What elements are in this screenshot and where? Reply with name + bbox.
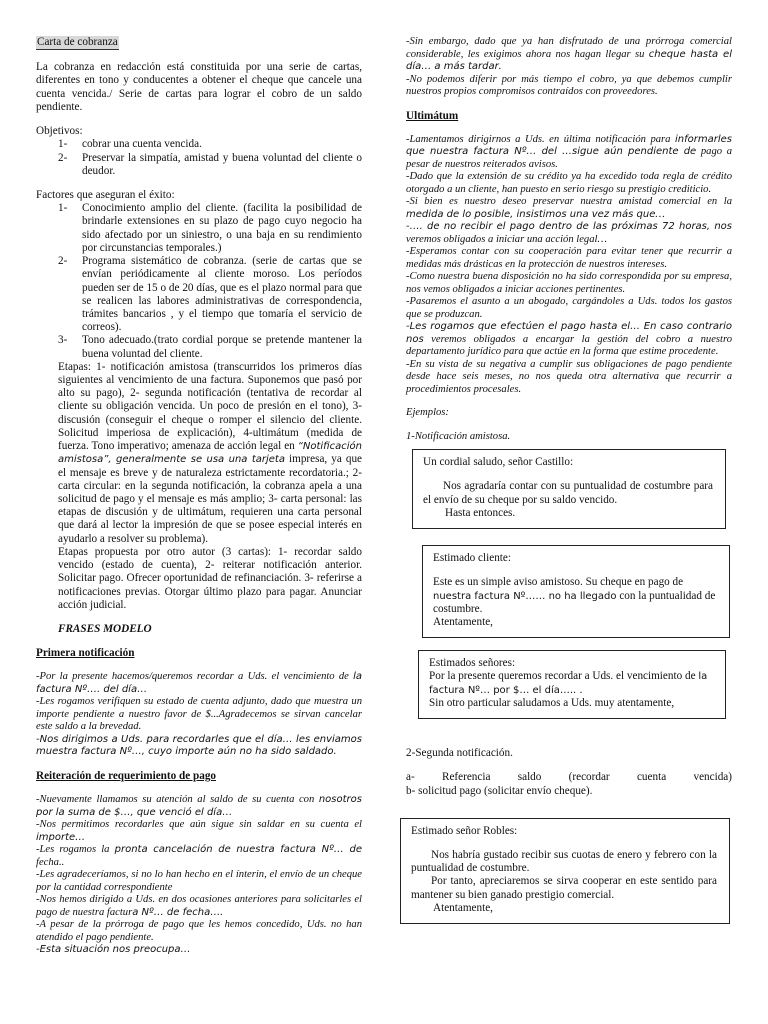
list-item: 1- cobrar una cuenta vencida. — [58, 138, 202, 151]
phrase: -Nos hemos dirigido a Uds. en dos ocasiones anteriores para solicitarles el pago de nuestra factura Nº… de fecha…. — [36, 894, 362, 918]
letter-close: Sin otro particular saludamos a Uds. muy atentamente, — [429, 696, 675, 709]
factores-list — [36, 202, 362, 361]
phrase: -Por la presente hacemos/queremos recordar a Uds. el vencimiento de la factura Nº…. del día… — [36, 671, 362, 695]
referencia-line: a- Referencia saldo (recordar cuenta vencida) — [406, 771, 732, 784]
phrase: -…. de no recibir el pago dentro de las próximas 72 horas, nos veremos obligados a iniciar una acción legal… — [406, 221, 732, 245]
phrase: -Sin embargo, dado que ya han disfrutado de una prórroga comercial considerable, les exigimos ahora nos hagan llegar su cheque hasta el día… a más tardar. — [406, 36, 732, 72]
letter-body: Nos habría gustado recibir sus cuotas de enero y febrero con la puntualidad de costumbre. — [411, 848, 717, 875]
list-item: 2- Preservar la simpatía, amistad y buena voluntad del cliente o deudor. — [58, 151, 362, 177]
phrase: -En su vista de su negativa a cumplir sus obligaciones de pago pendiente desde hace seis meses, no nos queda otra alternativa que recurrir a procedimientos procesales. — [406, 358, 732, 395]
list-item: 1- Conocimiento amplio del cliente. (facilita la posibilidad de brindarle extensiones en su plazo de pago cuyo negocio ha sido afectado por un siniestro, o una baja en su rendimiento por circunstancias temporales.) — [58, 202, 362, 254]
phrase: -Si bien es nuestro deseo preservar nuestra amistad comercial en la medida de lo posible, insistimos una vez más que… — [406, 196, 732, 220]
letter-body: Por tanto, apreciaremos se sirva cooperar en este sentido para mantener su bien ganado prestigio comercial. — [411, 875, 717, 901]
phrase: -No podemos diferir por más tiempo el cobro, ya que debemos cumplir nuestros propios compromisos contraídos con proveedores. — [406, 73, 732, 97]
document-title: Carta de cobranza — [36, 36, 119, 50]
phrase: -A pesar de la prórroga de pago que les hemos concedido, Uds. no han atendido el pago pendiente. — [36, 919, 362, 943]
phrase: -Esperamos contar con su cooperación para evitar tener que recurrir a medidas más drásticas en la protección de nuestros intereses. — [406, 246, 732, 270]
etapas-paragraph: Etapas: 1- notificación amistosa (transcurridos los primeros días siguientes al vencimiento de una factura. Suponemos que pasó por alto su pago), 2- segunda notificación (tentativa de recordar al cliente su obligación vencida. Un poco de presión en el tono), 3-discusión (conseguir el cheque o romper el silencio del cliente. Solicitud imperiosa de explicación), 4-ultimátum (medida de fuerza. Tono imperativo; amenaza de acción legal en “Notificación amistosa”, generalmente se usa una tarjeta impresa, ya que el mensaje es breve y de naturaleza estrictamente recordatoria.; 2-carta circular: en la segunda notificación, la cobranza apela a una solicitud de pago y el mensaje es más amplio; 3- carta personal: las etapas de discusión y de ultimátum, requieren una carta personal que dará al lector la impresión de que se posee especial interés en ayudarlo a resolver su problema). — [58, 360, 363, 545]
letter-body: Nos agradaría contar con su puntualidad de costumbre para el envío de su cheque por su saldo vencido. — [423, 480, 713, 506]
objetivos-list — [36, 138, 362, 178]
ejemplo-1-label: 1-Notificación amistosa. — [406, 430, 511, 442]
etapas-block — [36, 361, 362, 612]
etapas-propuesta: Etapas propuesta por otro autor (3 cartas): 1- recordar saldo vencido (estado de cuenta), 2- reiterar notificación anterior. Solicitar pago. Ofrecer oportunidad de refinanciación. 3- referirse a notificaciones previas. Otorgar último plazo para pagar. Anunciar acción judicial. — [58, 545, 362, 611]
phrase: -Les rogamos verifiquen su estado de cuenta adjunto, dado que muestra un importe pendiente a nuestro favor de $...Agradecemos se sirvan cancelar este saldo a la brevedad. — [36, 696, 362, 733]
phrase: -Nuevamente llamamos su atención al saldo de su cuenta con nosotros por la suma de $…, que venció el día… — [36, 794, 362, 818]
letter-greeting: Estimados señores: — [429, 657, 516, 670]
reiteracion-heading: Reiteración de requerimiento de pago — [36, 769, 217, 782]
phrase: -Como nuestra buena disposición no ha sido correspondida por su empresa, nos vemos obligados a iniciar acciones pertinentes. — [406, 271, 732, 295]
phrase: -Les agradeceríamos, si no lo han hecho en el ínterin, el envío de un cheque por la cantidad correspondiente — [36, 869, 362, 893]
phrase: -Dado que la extensión de su crédito ya ha excedido toda regla de crédito otorgado a un cliente, han puesto en serio riesgo su prestigio crediticio. — [406, 171, 732, 195]
list-item: 2- Programa sistemático de cobranza. (serie de cartas que se envían periódicamente al cliente moroso. Los períodos pueden ser de 15 o de 20 días, que es el plazo normal para que se realicen las labores administrativas de correspondencia, trámites bancarios , y el tiempo que tomaría el servicio de correos). — [58, 255, 362, 334]
example-letter-2 — [422, 545, 730, 638]
example-letter-3 — [418, 650, 726, 719]
reiteracion-continued — [406, 36, 732, 99]
letter-body: Este es un simple aviso amistoso. Su cheque en pago de nuestra factura Nº…… no ha llegado con la puntualidad de costumbre. — [433, 576, 716, 615]
letter-body: Por la presente queremos recordar a Uds. el vencimiento de la factura Nº… por $… el día….. . — [429, 670, 708, 696]
list-item: 3- Tono adecuado.(trato cordial porque se pretende mantener la buena voluntad del cliente. — [58, 334, 362, 360]
factores-label: Factores que aseguran el éxito: — [36, 188, 175, 201]
letter-close: Atentamente, — [433, 901, 493, 914]
ejemplo-2-label: 2-Segunda notificación. — [406, 747, 513, 760]
ultimatum-phrases — [406, 134, 732, 397]
phrase: -Lamentamos dirigirnos a Uds. en última notificación para informarles que nuestra factura Nº… del …sigue aún pendiente de pago a pesar de nuestros reiterados avisos. — [406, 133, 732, 170]
phrase: -Pasaremos el asunto a un abogado, cargándoles a Uds. todos los gastos que se produzcan. — [406, 296, 732, 320]
left-column — [36, 36, 362, 957]
primera-notificacion-heading: Primera notificación — [36, 647, 135, 660]
phrase: -Les rogamos que efectúen el pago hasta el… En caso contrario nos veremos obligados a encargar la gestión del cobro a nuestro departamento jurídico para que actúe en la forma que estime procedente. — [406, 321, 732, 358]
primera-phrases — [36, 671, 362, 759]
reiteracion-phrases — [36, 794, 362, 957]
phrase: -Nos dirigimos a Uds. para recordarles que el día… les enviamos muestra factura Nº…, cuyo importe aún no ha sido saldado. — [36, 733, 362, 758]
letter-close: Hasta entonces. — [445, 506, 516, 519]
letter-close: Atentamente, — [433, 615, 493, 628]
phrase: -Les rogamos la pronta cancelación de nuestra factura Nº… de fecha.. — [36, 844, 362, 868]
frases-modelo-heading: FRASES MODELO — [58, 622, 152, 635]
objetivos-label: Objetivos: — [36, 125, 83, 138]
letter-greeting: Estimado cliente: — [433, 552, 511, 565]
phrase: -Esta situación nos preocupa… — [36, 944, 191, 956]
letter-greeting: Un cordial saludo, señor Castillo: — [423, 456, 574, 469]
solicitud-line: b- solicitud pago (solicitar envío cheque). — [406, 784, 593, 797]
ejemplos-label: Ejemplos: — [406, 407, 449, 419]
phrase: -Nos permitimos recordarles que aún sigue sin saldar en su cuenta el importe… — [36, 819, 362, 843]
right-column — [406, 36, 732, 924]
letter-greeting: Estimado señor Robles: — [411, 824, 518, 837]
example-letter-1 — [412, 449, 726, 529]
ultimatum-heading: Ultimátum — [406, 109, 459, 122]
intro-paragraph: La cobranza en redacción está constituida por una serie de cartas, diferentes en tono y conducentes a obtener el cheque que cancele una cuenta vencida./ Serie de cartas para lograr el cobro de un saldo pendiente. — [36, 61, 362, 113]
example-letter-4 — [400, 818, 730, 924]
